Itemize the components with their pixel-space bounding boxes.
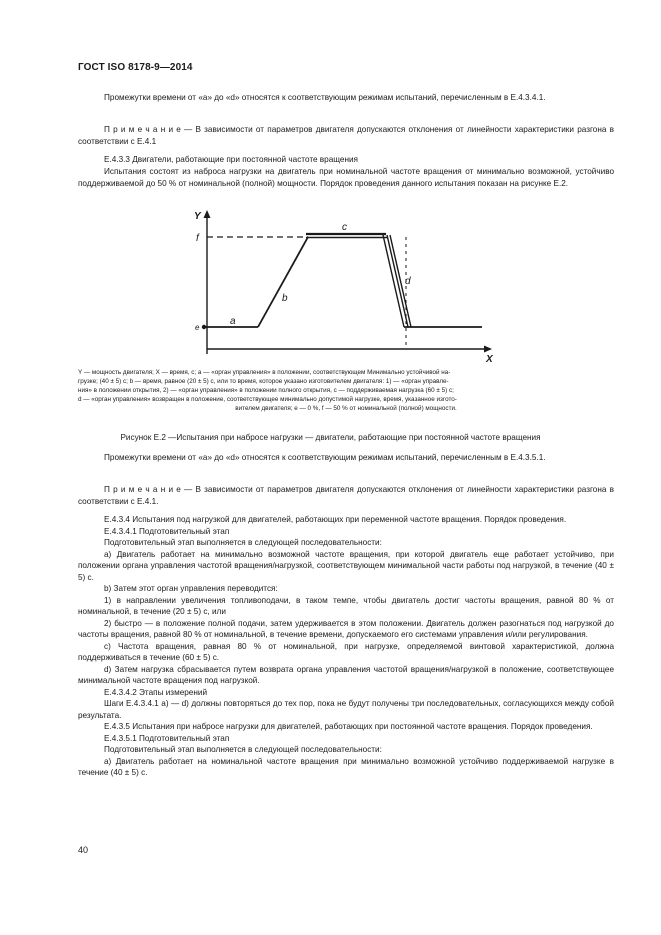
paragraph-top-1: Промежутки времени от «a» до «d» относятся к соответствующим режимам испытаний, перечисленным в Е.4.3.4.1. bbox=[104, 93, 546, 102]
figure-legend: Y — мощность двигателя; X — время, с; a — «орган управления» в положении, соответствующем Минимально устойчивой на- грузке; (40 ± 5) с; b — время, равное (20 ± 5) с, или то время, которое указано изготовителем двигателя: 1) — «орган управле- ния» в положении открытия, 2) — «орган управления» в положении полного открытия, c — поддерживаемая нагрузка (60 ± 5) с; d — «орган управления» возвращен в положение, соответствующее минимально допустимой нагрузке, время, указанное изгото- вителем двигателя; e — 0 %, f — 50 % от номинальной (полной) мощности. bbox=[78, 369, 457, 412]
x-axis-label: X bbox=[486, 354, 493, 364]
section-heading-e4341: Е.4.3.4.1 Подготовительный этап bbox=[104, 526, 230, 536]
segment-c-label: c bbox=[342, 222, 347, 233]
x-axis-arrow bbox=[484, 346, 492, 353]
note-body: П р и м е ч а н и е — В зависимости от параметров двигателя допускаются отклонения от линейности характеристики разгона в соответствии с Е.4.1. bbox=[78, 485, 614, 506]
load-step-figure bbox=[190, 206, 510, 364]
document-header: ГОСТ ISO 8178-9—2014 bbox=[78, 62, 193, 73]
segment-b-label: b bbox=[282, 293, 288, 304]
page-number: 40 bbox=[78, 845, 89, 855]
level-f-label: f bbox=[196, 233, 199, 244]
segment-a-label: a bbox=[230, 316, 236, 327]
section-heading-e433: Е.4.3.3 Двигатели, работающие при постоянной частоте вращения bbox=[104, 155, 358, 164]
level-e-dot bbox=[202, 325, 206, 329]
paragraph-top-2: Испытания состоят из наброса нагрузки на двигатель при номинальной частоте вращения от минимально возможной, устойчиво поддерживаемой до 50 % от номинальной (полной) мощности. Порядок проведения данного испытания показан на рисунке Е.2. bbox=[78, 167, 614, 188]
section-heading-e4342: Е.4.3.4.2 Этапы измерений bbox=[104, 687, 208, 697]
level-e-label: e bbox=[195, 323, 200, 332]
segment-d-label: d bbox=[405, 276, 411, 287]
paragraph-body-1: Промежутки времени от «a» до «d» относятся к соответствующим режимам испытаний, перечисленным в Е.4.3.5.1. bbox=[104, 453, 546, 462]
note-top: П р и м е ч а н и е — В зависимости от параметров двигателя допускаются отклонения от линейности характеристики разгона в соответствии с Е.4.1 bbox=[78, 125, 614, 146]
segment-b-line bbox=[258, 237, 308, 327]
section-heading-e4351: Е.4.3.5.1 Подготовительный этап bbox=[104, 733, 230, 743]
y-axis-arrow bbox=[204, 210, 211, 218]
body-main: Е.4.3.4 Испытания под нагрузкой для двигателей, работающих при переменной частоте вращения. Порядок проведения. Е.4.3.4.1 Подготовительный этап Подготовительный этап выполняется в следующей последовательности: a) Двигатель работает на минимально возможной частоте вращения, при которой двигатель еще работает устойчиво, при положении органа управления частотой вращения/нагрузкой, соответствующем минимальной части работы под нагрузкой, в течение (40 ± 5) с. b) Затем этот орган управления переводится: 1) в направлении увеличения топливоподачи, в таком темпе, чтобы двигатель достиг частоты вращения, равной 80 % от номинальной, в течение (20 ± 5) с, или 2) быстро — в положение полной подачи, затем удерживается в этом положении. Двигатель должен разогнаться под нагрузкой до частоты вращения, равной 80 % от номинальной, в течение времени, допускаемого его системами управления и/или регулирования. c) Частота вращения, равная 80 % от номинальной, при нагрузке, определяемой винтовой характеристикой, должна поддерживаться в течение (60 ± 5) с. d) Затем нагрузка сбрасывается путем возврата органа управления частотой вращения/нагрузкой в положение, соответствующее минимальной частоте вращения под нагрузкой. Е.4.3.4.2 Этапы измерений Шаги Е.4.3.4.1 a) — d) должны повторяться до тех пор, пока не будут получены три последовательных, согласующихся между собой результата. Е.4.3.5 Испытания при набросе нагрузки для двигателей, работающих при постоянной частоте вращения. Порядок проведения. Е.4.3.5.1 Подготовительный этап Подготовительный этап выполняется в следующей последовательности: a) Двигатель работает на номинальной частоте вращения при минимально возможной устойчиво поддерживаемой нагрузке в течение (40 ± 5) с. bbox=[78, 515, 614, 777]
figure-caption: Рисунок Е.2 —Испытания при набросе нагрузки — двигатели, работающие при постоянной частоте вращения bbox=[120, 433, 541, 442]
y-axis-label: Y bbox=[194, 211, 201, 222]
